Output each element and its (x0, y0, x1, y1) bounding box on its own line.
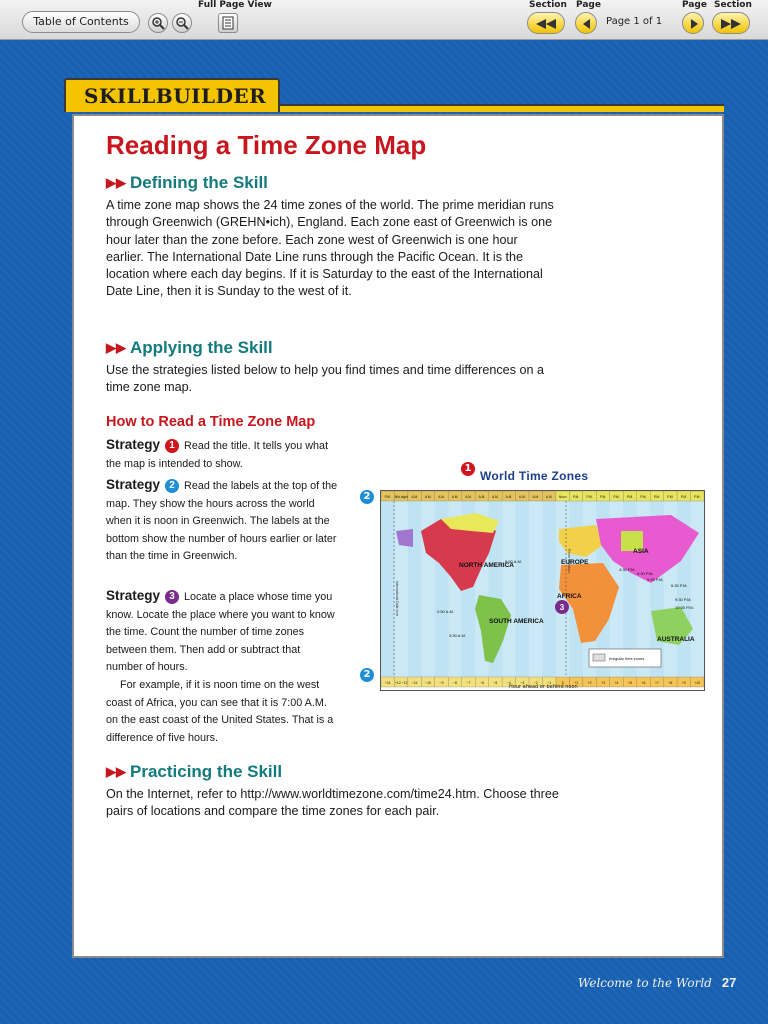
bottom-offset-label: +4 (614, 681, 619, 685)
legend-swatch (593, 654, 605, 661)
asia-label: ASIA (633, 548, 649, 555)
time-annotation: 5:30 P.M. (637, 571, 654, 576)
top-hour-labels (381, 491, 704, 501)
time-annotation: 5:45 P.M. (647, 577, 664, 582)
zoom-out-icon (175, 16, 189, 30)
world-map-graphic (381, 491, 704, 690)
bottom-offset-label: +9 (681, 681, 686, 685)
top-hour-label: P.M. (599, 495, 607, 499)
zone-band (691, 501, 704, 677)
strategy-2 (106, 476, 338, 566)
skillbuilder-label: SKILLBUILDER (84, 84, 267, 108)
strategy-label: Strategy (106, 437, 161, 452)
map-callout-3: 3 (559, 603, 565, 612)
book-title: Welcome to the World (578, 976, 712, 990)
bottom-offset-label: +6 (641, 681, 646, 685)
bottom-offset-label: +2 (587, 681, 592, 685)
time-annotation: 9:30 P.M. (675, 597, 692, 602)
bottom-offset-label: −8 (453, 681, 457, 685)
bottom-offset-label: −4 (506, 681, 511, 685)
time-zone-map (380, 490, 705, 691)
zoom-in-icon (151, 16, 165, 30)
bottom-offset-label: +11 (384, 681, 391, 685)
strategy-example: For example, if it is noon time on the west coast of Africa, you can see that it is 7:00 A.M. on the east coast of the United States. That is a difference of five hours. (106, 678, 334, 744)
time-annotation: 3:30 A.M. (449, 633, 466, 638)
bottom-offset-label: −1 (547, 681, 552, 685)
time-annotation: 10:30 P.M. (675, 605, 694, 610)
double-left-arrow-icon (532, 17, 560, 31)
right-arrow-icon (687, 17, 701, 31)
time-annotation: 2:50 A.M. (437, 609, 454, 614)
zone-band (543, 501, 556, 677)
europe-label: EUROPE (561, 559, 589, 566)
top-hour-label: A.M. (505, 495, 513, 499)
africa-label: AFRICA (557, 593, 582, 600)
double-right-arrow-icon (717, 17, 745, 31)
top-hour-label: A.M. (465, 495, 472, 499)
double-arrow-icon: ▶▶ (106, 175, 126, 190)
practicing-body: On the Internet, refer to http://www.worldtimezone.com/time24.htm. Choose three pairs of locations and compare the time zones for each pair. (106, 787, 559, 819)
defining-body: A time zone map shows the 24 time zones of the world. The prime meridian runs through Greenwich (GREHN•ich), England. Each zone east of Greenwich is one hour later than the zone before. Each zone west of Greenwich is one hour earlier. The International Date Line runs through the Pacific Ocean. It is the location where each day begins. If it is Saturday to the east of the International Date Line, then it is Sunday to the west of it. (106, 198, 554, 299)
top-hour-label: A.M. (438, 495, 445, 499)
page-icon (221, 16, 235, 30)
full-page-view-button[interactable] (218, 13, 238, 33)
bottom-offset-label: +7 (654, 681, 659, 685)
page-title: Reading a Time Zone Map (106, 130, 427, 160)
top-hour-label: P.M. (384, 495, 391, 499)
bottom-offset-label: +12 −12 (394, 681, 408, 685)
page-label-right: Page (682, 0, 707, 10)
bottom-offset-label: +8 (668, 681, 673, 685)
top-hour-label: P.M. (653, 495, 660, 499)
top-hour-label: Noon (558, 495, 567, 499)
double-arrow-icon: ▶▶ (106, 340, 126, 355)
toolbar (0, 0, 768, 40)
map-title: World Time Zones (480, 469, 589, 483)
map-callout-2-top: 2 (360, 490, 374, 504)
map-footer-caption: Hour ahead or behind noon (509, 684, 578, 690)
strategy-2-text: Read the labels at the top of the map. They show the hours across the world when it is noon in Greenwich. The labels at the bottom show the number of hours earlier or later than the time in Greenwich. (106, 480, 338, 563)
australia-label: AUSTRALIA (657, 636, 695, 643)
practicing-heading-text: Practicing the Skill (130, 762, 283, 781)
top-hour-label: A.M. (478, 495, 486, 499)
top-hour-label: P.M. (680, 495, 687, 499)
how-to-heading: How to Read a Time Zone Map (106, 414, 316, 430)
bottom-offset-label: −9 (439, 681, 444, 685)
step-number-badge: 2 (165, 479, 179, 493)
bottom-offset-label: −5 (493, 681, 498, 685)
top-hour-label: A.M. (545, 495, 553, 499)
skillbuilder-banner (64, 78, 280, 112)
applying-body: Use the strategies listed below to help you find times and time differences on a time zone map. (106, 363, 544, 395)
section-label-left: Section (529, 0, 567, 10)
time-annotation: 4:30 P.M. (619, 567, 636, 572)
step-number-badge: 1 (165, 439, 179, 453)
zoom-in-button[interactable] (148, 13, 168, 33)
previous-section-button[interactable] (527, 12, 565, 34)
zone-band (381, 501, 394, 677)
zone-band (529, 501, 542, 677)
top-hour-label: Mid-night (394, 495, 408, 499)
strategy-3 (106, 587, 338, 747)
previous-page-button[interactable] (575, 12, 597, 34)
strategy-3-text: Locate a place whose time you know. Locate the place where you want to know the time. Count the number of time zones between them. Then add or subtract that number of hours. (106, 591, 335, 674)
strategy-1-text: Read the title. It tells you what the map is intended to show. (106, 440, 329, 470)
time-annotation: 6:30 P.M. (671, 583, 688, 588)
table-of-contents-button[interactable]: Table of Contents (22, 11, 140, 33)
time-annotation: 8:50 A.M. (505, 559, 522, 564)
top-hour-label: P.M. (573, 495, 580, 499)
top-hour-label: A.M. (424, 495, 432, 499)
applying-heading (106, 338, 273, 358)
bottom-offset-label: −7 (466, 681, 471, 685)
defining-heading-text: Defining the Skill (130, 173, 268, 192)
top-hour-label: A.M. (411, 495, 418, 499)
north-america-label: NORTH AMERICA (459, 562, 515, 569)
section-label-right: Section (714, 0, 752, 10)
zoom-out-button[interactable] (172, 13, 192, 33)
date-line-label: International Date Line (395, 581, 399, 617)
bottom-offset-label: −10 (425, 681, 431, 685)
strategy-label: Strategy (106, 477, 161, 492)
top-hour-label: P.M. (694, 495, 701, 499)
defining-heading (106, 173, 268, 193)
applying-heading-text: Applying the Skill (130, 338, 273, 357)
strategy-1 (106, 436, 338, 473)
next-page-button[interactable] (682, 12, 704, 34)
zone-band (516, 501, 529, 677)
zone-band (502, 501, 515, 677)
top-hour-label: P.M. (667, 495, 674, 499)
bottom-offset-label: −3 (520, 681, 525, 685)
page-indicator: Page 1 of 1 (606, 16, 663, 27)
bottom-offset-label: −6 (480, 681, 484, 685)
map-callout-2-bottom: 2 (360, 668, 374, 682)
bottom-offset-label: 0 (561, 681, 564, 685)
bottom-offset-label: +5 (628, 681, 632, 685)
top-hour-label: P.M. (640, 495, 647, 499)
zone-band (408, 501, 421, 677)
page-label-left: Page (576, 0, 601, 10)
south-america-label: SOUTH AMERICA (489, 618, 544, 625)
bottom-offset-label: −2 (533, 681, 538, 685)
bottom-offset-label: +1 (574, 681, 579, 685)
prime-meridian-label: Prime Meridian (567, 549, 571, 573)
strategy-label: Strategy (106, 588, 161, 603)
full-page-view-label: Full Page View (198, 0, 272, 10)
double-arrow-icon: ▶▶ (106, 764, 126, 779)
legend-label: Irregular time zones (609, 656, 645, 661)
top-hour-label: A.M. (492, 495, 499, 499)
left-arrow-icon (580, 17, 594, 31)
bottom-offset-label: −11 (411, 681, 418, 685)
top-hour-label: A.M. (532, 495, 540, 499)
top-hour-label: P.M. (626, 495, 634, 499)
map-callout-1: 1 (461, 462, 475, 476)
next-section-button[interactable] (712, 12, 750, 34)
top-hour-label: A.M. (519, 495, 526, 499)
practicing-heading (106, 762, 282, 782)
bottom-offset-label: +10 (694, 681, 701, 685)
top-hour-label: A.M. (451, 495, 459, 499)
page-footer (578, 975, 736, 990)
step-number-badge: 3 (165, 590, 179, 604)
top-hour-label: P.M. (613, 495, 620, 499)
page-number: 27 (721, 975, 737, 990)
bottom-offset-label: +3 (601, 681, 605, 685)
top-hour-label: P.M. (586, 495, 593, 499)
